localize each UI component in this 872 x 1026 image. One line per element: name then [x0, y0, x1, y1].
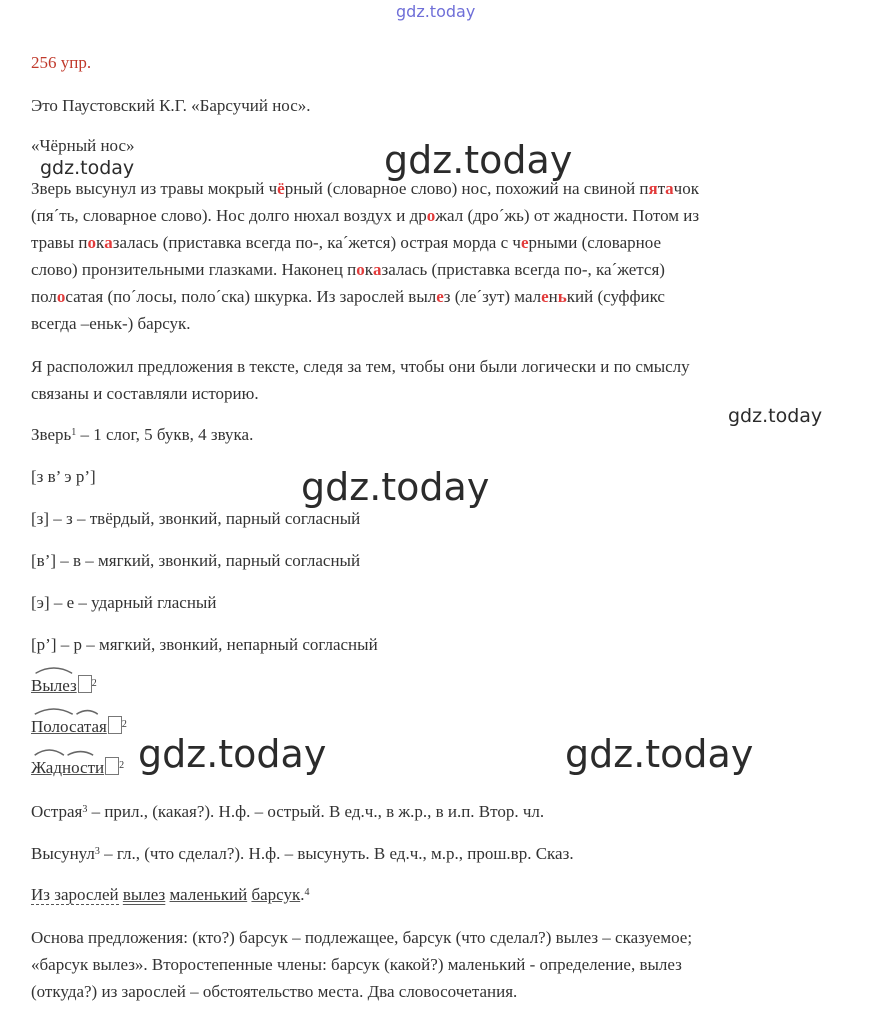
arrangement-line-2: связаны и составляли историю.	[31, 384, 259, 403]
watermark-small-right: gdz.today	[728, 405, 823, 427]
story-line-3: травы показалась (приставка всегда по-, ка´жется) острая морда с черными (словарное	[31, 233, 661, 252]
watermark-small-left: gdz.today	[40, 157, 135, 179]
sound-line: [в’] – в – мягкий, звонкий, парный согласный	[31, 551, 361, 570]
morphology-line: Высунул$^3$ – гл., (что сделал?). Н.ф. – высунуть. В ед.ч., м.р., прош.вр. Сказ.	[31, 844, 574, 863]
sound-line: [з] – з – твёрдый, звонкий, парный согласный	[31, 509, 361, 528]
intro-line: Это Паустовский К.Г. «Барсучий нос».	[31, 96, 311, 115]
watermark-big-center-1: gdz.today	[384, 138, 573, 182]
story-line-1: Зверь высунул из травы мокрый чёрный (словарное слово) нос, похожий на свиной пятачок	[31, 179, 699, 198]
analysis-line-1: Основа предложения: (кто?) барсук – подлежащее, барсук (что сделал?) вылез – сказуемое;	[31, 928, 693, 947]
sound-line: [р’] – р – мягкий, звонкий, непарный согласный	[31, 635, 378, 654]
story-line-5: полосатая (по´лосы, поло´ска) шкурка. Из зарослей вылез (ле´зут) маленький (суффикс	[31, 287, 665, 306]
watermark-big-bottom-right: gdz.today	[565, 732, 754, 776]
story-title: «Чёрный нос»	[31, 136, 135, 155]
story-line-4: слово) пронзительными глазками. Наконец показалась (приставка всегда по-, ка´жется)	[31, 260, 665, 279]
analysis-line-3: (откуда?) из зарослей – обстоятельство места. Два словосочетания.	[31, 982, 518, 1001]
story-line-2: (пя´ть, словарное слово). Нос долго нюхал воздух и дрожал (дро´жь) от жадности. Потом из	[31, 206, 700, 225]
analysis-line-2: «барсук вылез». Второстепенные члены: барсук (какой?) маленький - определение, вылез	[31, 955, 682, 974]
morphemic-word: Вылез $^2$	[31, 672, 97, 699]
watermark-top: gdz.today	[396, 2, 476, 21]
story-line-6: всегда –еньк-) барсук.	[31, 314, 191, 333]
sound-line: [э] – е – ударный гласный	[31, 593, 217, 612]
morphemic-word: Полосатая $^2$	[31, 713, 127, 740]
arrangement-line-1: Я расположил предложения в тексте, следя за тем, чтобы они были логически и по смыслу	[31, 357, 690, 376]
sentence-parse: Из зарослей вылез маленький барсук.$^4$	[31, 885, 310, 904]
watermark-big-bottom-left: gdz.today	[138, 732, 327, 776]
morphemic-word: Жадности $^2$	[31, 754, 124, 781]
exercise-title: 256 упр.	[31, 53, 92, 72]
phonetic-summary: Зверь$^1$ – 1 слог, 5 букв, 4 звука.	[31, 425, 254, 444]
morphology-line: Острая$^3$ – прил., (какая?). Н.ф. – острый. В ед.ч., в ж.р., в и.п. Втор. чл.	[31, 802, 545, 821]
phonetic-transcription: [з в’ э р’]	[31, 467, 96, 486]
watermark-big-center-2: gdz.today	[301, 465, 490, 509]
